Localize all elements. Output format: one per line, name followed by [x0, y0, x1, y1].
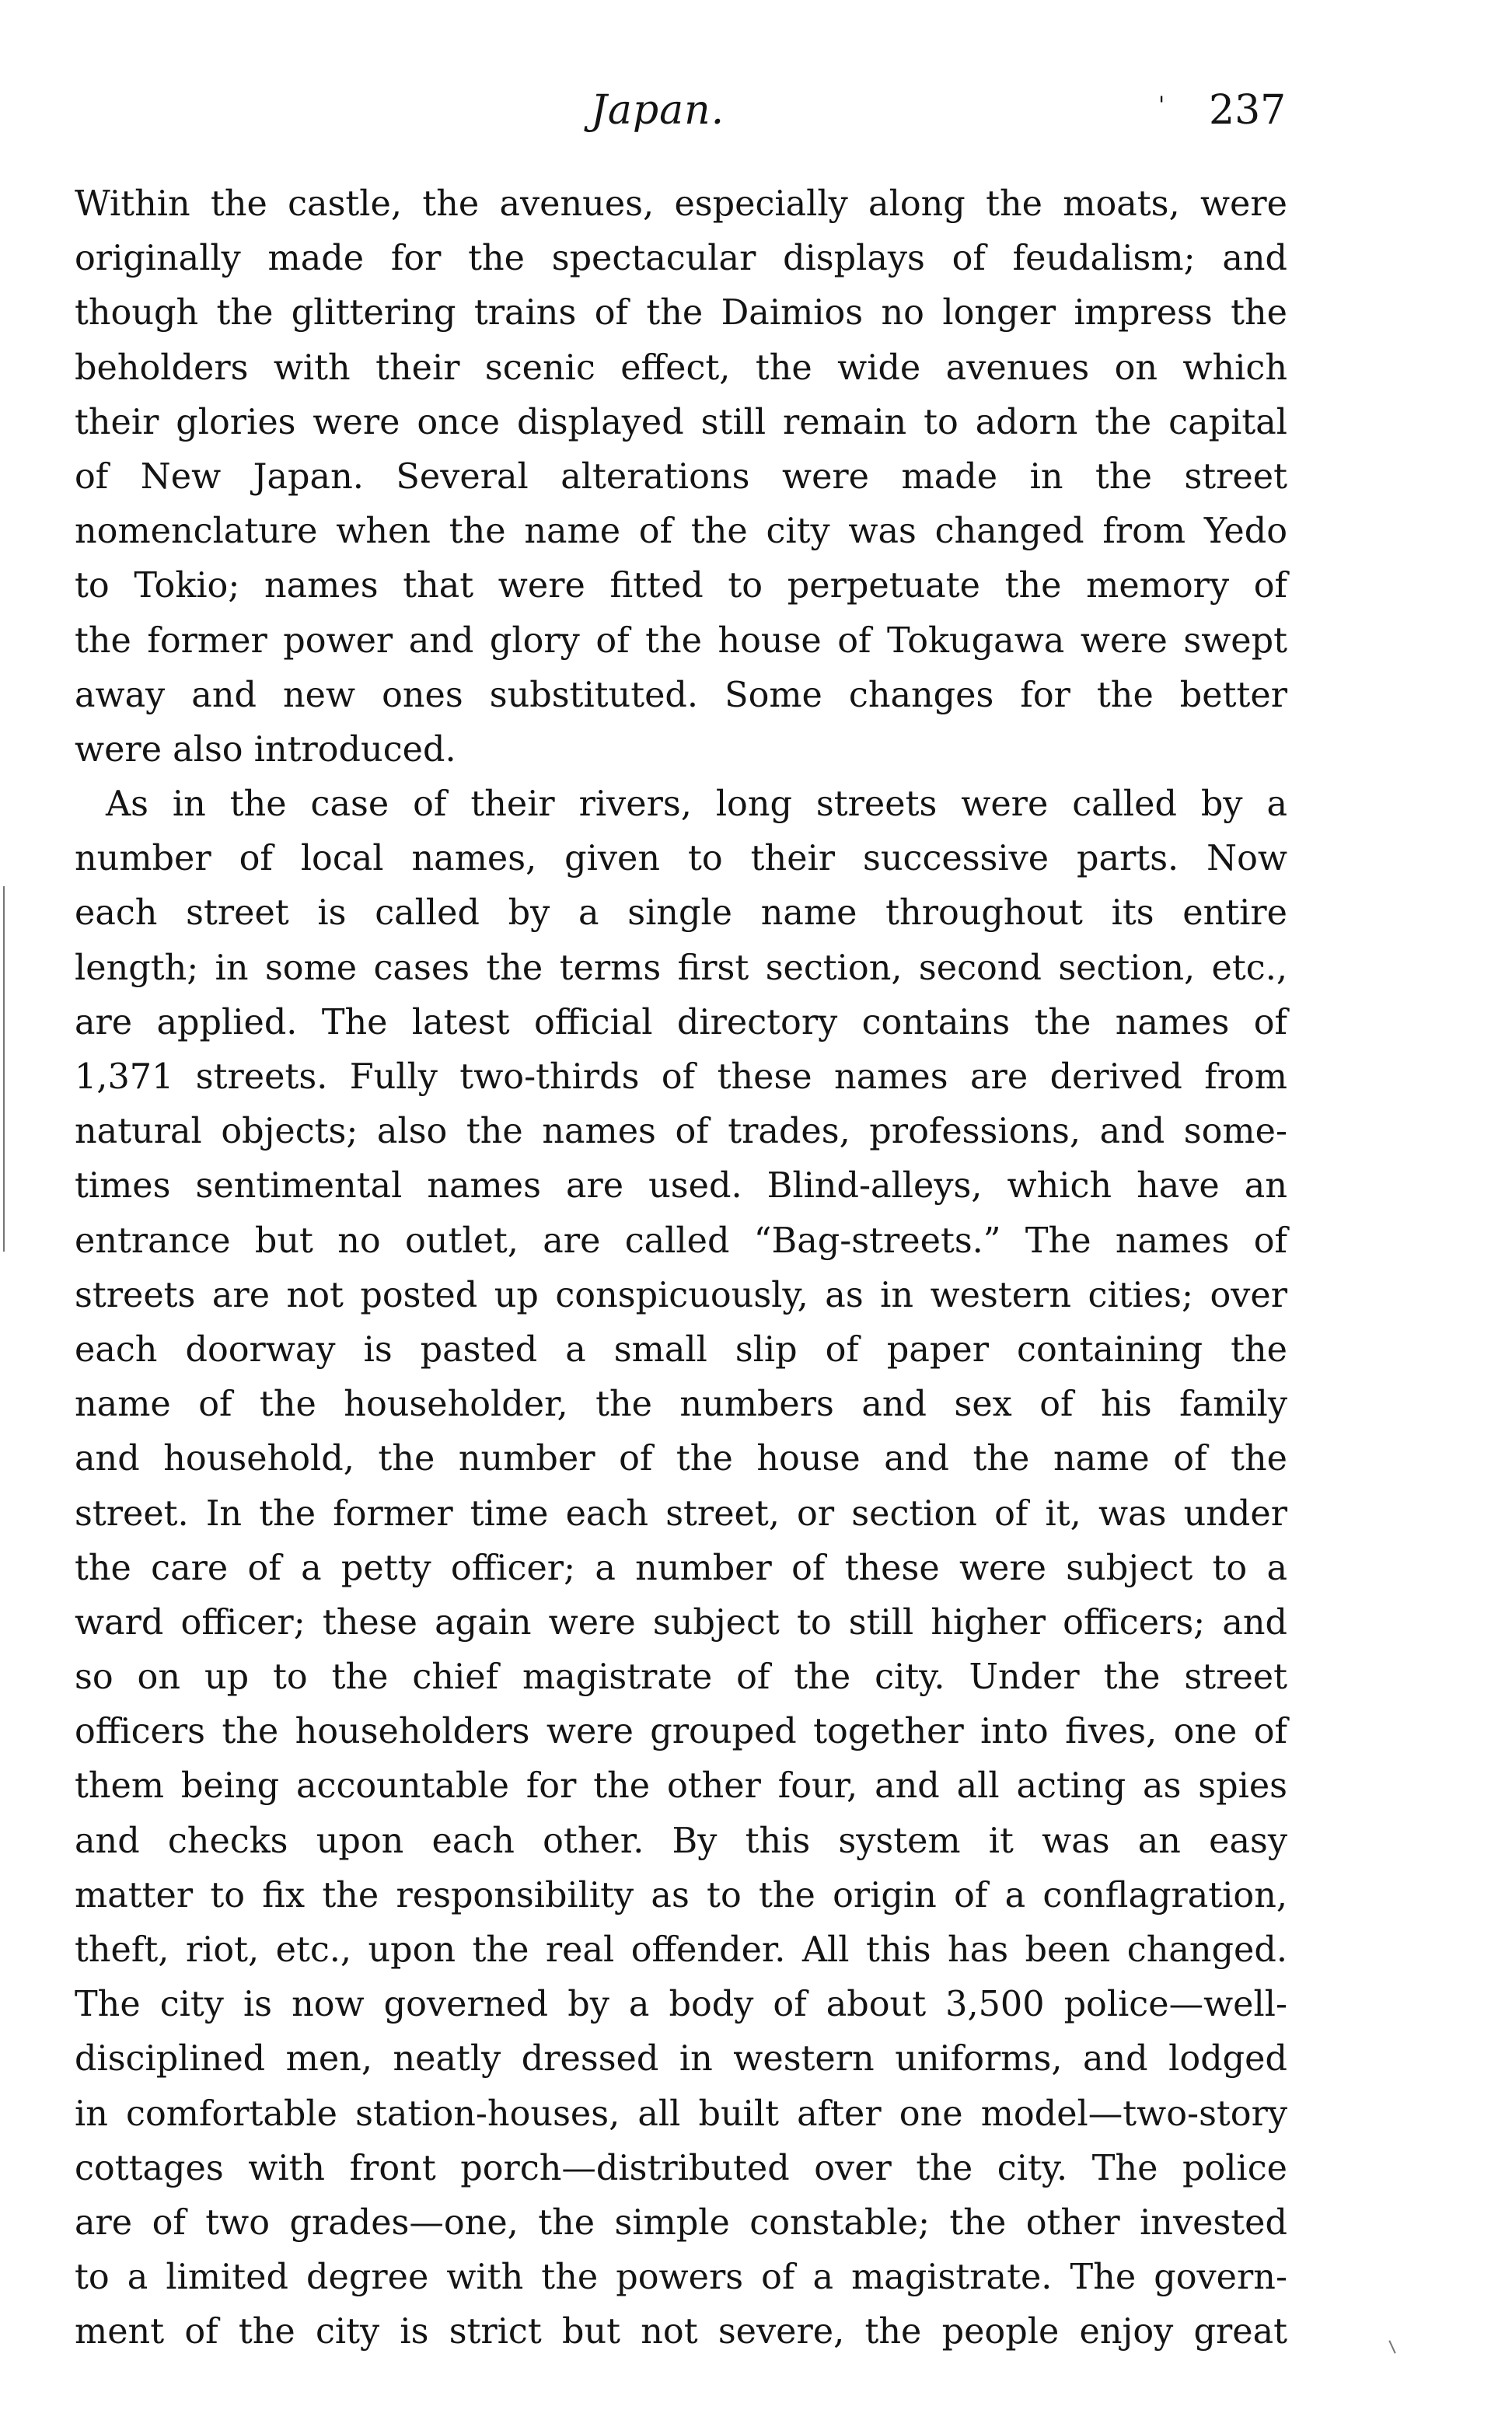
- text-line: are applied. The latest official directory contains the names of: [75, 1002, 1287, 1042]
- text-line: their glories were once displayed still remain to adorn the capital: [75, 402, 1287, 442]
- text-line: theft, riot, etc., upon the real offender. All this has been changed.: [75, 1930, 1287, 1970]
- text-line: though the glittering trains of the Daimios no longer impress the: [75, 293, 1287, 333]
- text-line: officers the householders were grouped together into fives, one of: [75, 1712, 1287, 1752]
- text-line: them being accountable for the other four, and all acting as spies: [75, 1766, 1287, 1807]
- text-line: times sentimental names are used. Blind-alleys, which have an: [75, 1166, 1287, 1207]
- text-line: length; in some cases the terms first section, second section, etc.,: [75, 948, 1287, 988]
- text-line: natural objects; also the names of trades, professions, and some-: [75, 1112, 1287, 1152]
- paragraph: [75, 177, 1287, 777]
- text-line: and household, the number of the house and the name of the: [75, 1439, 1287, 1479]
- head-mark: ': [1158, 92, 1165, 119]
- text-line: to Tokio; names that were fitted to perpetuate the memory of: [75, 566, 1287, 606]
- text-line: name of the householder, the numbers and sex of his family: [75, 1385, 1287, 1425]
- text-line: so on up to the chief magistrate of the city. Under the street: [75, 1657, 1287, 1698]
- text-line: The city is now governed by a body of about 3,500 police—well-: [75, 1985, 1287, 2025]
- margin-rule: [3, 886, 5, 1252]
- text-line: are of two grades—one, the simple constable; the other invested: [75, 2202, 1287, 2243]
- text-line: ment of the city is strict but not severe, the people enjoy great: [75, 2312, 1287, 2352]
- text-line: of New Japan. Several alterations were made in the street: [75, 456, 1287, 497]
- text-line: the former power and glory of the house of Tokugawa were swept: [75, 620, 1287, 661]
- text-line: to a limited degree with the powers of a magistrate. The govern-: [75, 2258, 1287, 2298]
- text-line: number of local names, given to their successive parts. Now: [75, 839, 1287, 879]
- text-line: in comfortable station-houses, all built after one model—two-story: [75, 2093, 1287, 2134]
- text-line: originally made for the spectacular displays of feudalism; and: [75, 239, 1287, 279]
- text-line: were also introduced.: [75, 729, 456, 770]
- text-line: ward officer; these again were subject to still higher officers; and: [75, 1602, 1287, 1643]
- text-line: entrance but no outlet, are called “Bag-streets.” The names of: [75, 1220, 1287, 1261]
- text-line: disciplined men, neatly dressed in western uniforms, and lodged: [75, 2039, 1287, 2080]
- paragraph: [75, 777, 1287, 2359]
- text-line: matter to fix the responsibility as to the origin of a conflagration,: [75, 1875, 1287, 1915]
- corner-mark: [1388, 2340, 1395, 2353]
- text-line: Within the castle, the avenues, especially along the moats, were: [75, 184, 1287, 224]
- text-line: and checks upon each other. By this system it was an easy: [75, 1821, 1287, 1861]
- text-line: 1,371 streets. Fully two-thirds of these names are derived from: [75, 1057, 1287, 1097]
- text-line: away and new ones substituted. Some changes for the better: [75, 675, 1287, 715]
- text-line: streets are not posted up conspicuously, as in western cities; over: [75, 1275, 1287, 1315]
- page-number: 237: [1209, 87, 1287, 134]
- text-line: beholders with their scenic effect, the wide avenues on which: [75, 347, 1287, 388]
- text-line: each doorway is pasted a small slip of paper containing the: [75, 1329, 1287, 1370]
- text-line: each street is called by a single name throughout its entire: [75, 893, 1287, 934]
- text-line: nomenclature when the name of the city was changed from Yedo: [75, 512, 1287, 552]
- running-head: [0, 87, 1512, 141]
- text-line: street. In the former time each street, or section of it, was under: [75, 1493, 1287, 1534]
- body-text: [75, 177, 1287, 2360]
- text-line: As in the case of their rivers, long streets were called by a: [106, 784, 1287, 825]
- text-line: cottages with front porch—distributed over the city. The police: [75, 2148, 1287, 2188]
- text-line: the care of a petty officer; a number of these were subject to a: [75, 1548, 1287, 1588]
- running-title: Japan.: [591, 87, 725, 134]
